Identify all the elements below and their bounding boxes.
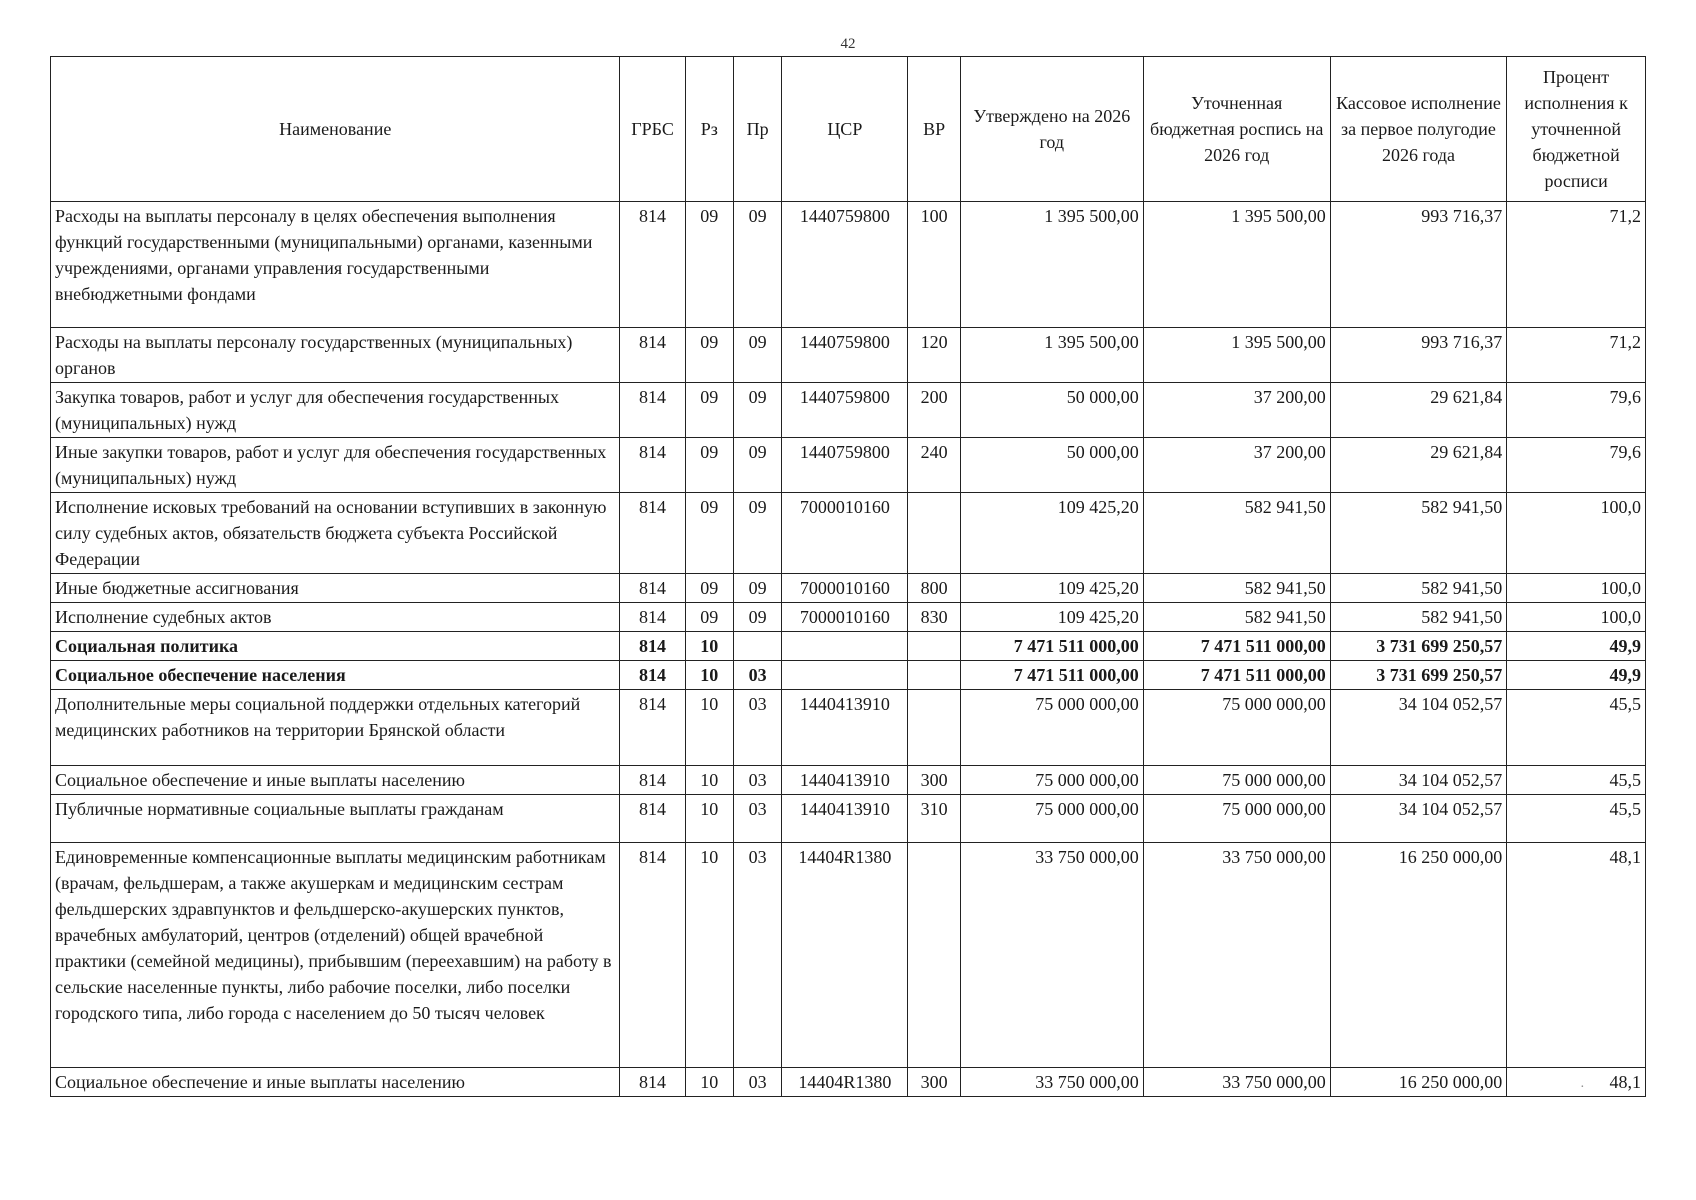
table-row (51, 328, 1646, 383)
cell-grbs: 814 (620, 795, 685, 843)
cell-approved: 75 000 000,00 (960, 690, 1143, 766)
cell-refined: 33 750 000,00 (1143, 1068, 1330, 1097)
table-row (51, 661, 1646, 690)
cell-grbs: 814 (620, 493, 685, 574)
cell-rz: 09 (685, 328, 733, 383)
cell-csr (782, 632, 908, 661)
cell-grbs: 814 (620, 661, 685, 690)
cell-percent: 45,5 (1507, 795, 1646, 843)
table-row (51, 493, 1646, 574)
cell-cash: 582 941,50 (1330, 603, 1507, 632)
cell-cash: 29 621,84 (1330, 383, 1507, 438)
cell-vr (908, 690, 961, 766)
cell-percent: 79,6 (1507, 383, 1646, 438)
header-cash: Кассовое исполнение за первое полугодие 2026 года (1330, 57, 1507, 202)
cell-percent: 100,0 (1507, 493, 1646, 574)
cell-vr (908, 493, 961, 574)
budget-execution-table (50, 56, 1646, 1097)
cell-grbs: 814 (620, 690, 685, 766)
cell-rz: 09 (685, 438, 733, 493)
table-header (51, 57, 1646, 202)
cell-approved: 7 471 511 000,00 (960, 661, 1143, 690)
cell-grbs: 814 (620, 843, 685, 1068)
cell-name: Социальное обеспечение и иные выплаты населению (51, 1068, 620, 1097)
cell-percent: 49,9 (1507, 632, 1646, 661)
cell-approved: 50 000,00 (960, 438, 1143, 493)
table-row (51, 632, 1646, 661)
cell-pr: 03 (733, 766, 781, 795)
table-row (51, 574, 1646, 603)
cell-name: Закупка товаров, работ и услуг для обеспечения государственных (муниципальных) нужд (51, 383, 620, 438)
cell-grbs: 814 (620, 202, 685, 328)
cell-name: Социальное обеспечение и иные выплаты населению (51, 766, 620, 795)
cell-cash: 34 104 052,57 (1330, 766, 1507, 795)
cell-vr: 300 (908, 766, 961, 795)
cell-refined: 7 471 511 000,00 (1143, 661, 1330, 690)
cell-approved: 33 750 000,00 (960, 843, 1143, 1068)
cell-refined: 75 000 000,00 (1143, 766, 1330, 795)
cell-percent: 100,0 (1507, 603, 1646, 632)
cell-refined: 1 395 500,00 (1143, 328, 1330, 383)
cell-percent: 48,1 (1507, 1068, 1646, 1097)
cell-rz: 10 (685, 843, 733, 1068)
cell-approved: 50 000,00 (960, 383, 1143, 438)
cell-cash: 993 716,37 (1330, 202, 1507, 328)
cell-rz: 09 (685, 383, 733, 438)
cell-cash: 16 250 000,00 (1330, 1068, 1507, 1097)
cell-pr: 09 (733, 603, 781, 632)
cell-csr: 1440759800 (782, 438, 908, 493)
cell-pr: 09 (733, 202, 781, 328)
cell-percent: 49,9 (1507, 661, 1646, 690)
cell-csr: 7000010160 (782, 574, 908, 603)
header-grbs: ГРБС (620, 57, 685, 202)
cell-name: Расходы на выплаты персоналу в целях обеспечения выполнения функций государственными (муниципальными) органами, казенными учреждениями, органами управления государственными внебюджетными фондами (51, 202, 620, 328)
cell-csr: 14404R1380 (782, 843, 908, 1068)
cell-approved: 75 000 000,00 (960, 766, 1143, 795)
header-percent: Процент исполнения к уточненной бюджетной росписи (1507, 57, 1646, 202)
cell-refined: 37 200,00 (1143, 438, 1330, 493)
table-row (51, 383, 1646, 438)
cell-percent: 100,0 (1507, 574, 1646, 603)
cell-pr: 03 (733, 661, 781, 690)
cell-pr: 09 (733, 383, 781, 438)
cell-name: Публичные нормативные социальные выплаты гражданам (51, 795, 620, 843)
cell-vr (908, 632, 961, 661)
cell-csr: 1440413910 (782, 690, 908, 766)
cell-refined: 75 000 000,00 (1143, 795, 1330, 843)
cell-csr: 1440413910 (782, 795, 908, 843)
cell-name: Расходы на выплаты персоналу государственных (муниципальных) органов (51, 328, 620, 383)
cell-vr: 310 (908, 795, 961, 843)
cell-approved: 109 425,20 (960, 603, 1143, 632)
cell-vr (908, 661, 961, 690)
header-approved: Утверждено на 2026 год (960, 57, 1143, 202)
header-row (51, 57, 1646, 202)
cell-csr: 7000010160 (782, 603, 908, 632)
cell-approved: 1 395 500,00 (960, 328, 1143, 383)
cell-csr: 1440759800 (782, 383, 908, 438)
table-row (51, 202, 1646, 328)
table-row (51, 603, 1646, 632)
cell-csr: 1440759800 (782, 202, 908, 328)
cell-cash: 3 731 699 250,57 (1330, 632, 1507, 661)
cell-percent: 48,1 (1507, 843, 1646, 1068)
cell-grbs: 814 (620, 328, 685, 383)
cell-rz: 10 (685, 690, 733, 766)
cell-percent: 71,2 (1507, 328, 1646, 383)
cell-refined: 582 941,50 (1143, 603, 1330, 632)
cell-grbs: 814 (620, 766, 685, 795)
cell-csr: 1440413910 (782, 766, 908, 795)
cell-rz: 09 (685, 574, 733, 603)
cell-refined: 1 395 500,00 (1143, 202, 1330, 328)
cell-vr: 240 (908, 438, 961, 493)
cell-percent: 71,2 (1507, 202, 1646, 328)
cell-refined: 582 941,50 (1143, 493, 1330, 574)
cell-csr: 1440759800 (782, 328, 908, 383)
header-pr: Пр (733, 57, 781, 202)
cell-approved: 75 000 000,00 (960, 795, 1143, 843)
cell-rz: 09 (685, 202, 733, 328)
cell-pr: 03 (733, 843, 781, 1068)
table-row (51, 690, 1646, 766)
cell-csr: 7000010160 (782, 493, 908, 574)
cell-rz: 10 (685, 766, 733, 795)
cell-grbs: 814 (620, 632, 685, 661)
cell-approved: 1 395 500,00 (960, 202, 1143, 328)
table-row (51, 438, 1646, 493)
header-refined: Уточненная бюджетная роспись на 2026 год (1143, 57, 1330, 202)
cell-approved: 109 425,20 (960, 574, 1143, 603)
cell-rz: 10 (685, 632, 733, 661)
cell-pr: 03 (733, 795, 781, 843)
cell-grbs: 814 (620, 603, 685, 632)
cell-pr: 09 (733, 438, 781, 493)
cell-cash: 3 731 699 250,57 (1330, 661, 1507, 690)
cell-name: Иные бюджетные ассигнования (51, 574, 620, 603)
cell-percent: 45,5 (1507, 766, 1646, 795)
cell-refined: 75 000 000,00 (1143, 690, 1330, 766)
page-number: 42 (840, 36, 856, 52)
cell-name: Исполнение исковых требований на основании вступивших в законную силу судебных актов, обязательств бюджета субъекта Российской Федерации (51, 493, 620, 574)
cell-csr: 14404R1380 (782, 1068, 908, 1097)
cell-pr: 03 (733, 690, 781, 766)
cell-pr: 09 (733, 493, 781, 574)
cell-grbs: 814 (620, 1068, 685, 1097)
scan-mark: · (1580, 1080, 1585, 1095)
cell-refined: 582 941,50 (1143, 574, 1330, 603)
table-row (51, 766, 1646, 795)
cell-percent: 79,6 (1507, 438, 1646, 493)
cell-pr: 09 (733, 328, 781, 383)
table-body (51, 202, 1646, 1097)
cell-cash: 582 941,50 (1330, 574, 1507, 603)
cell-grbs: 814 (620, 574, 685, 603)
header-rz: Рз (685, 57, 733, 202)
cell-approved: 109 425,20 (960, 493, 1143, 574)
cell-approved: 33 750 000,00 (960, 1068, 1143, 1097)
cell-percent: 45,5 (1507, 690, 1646, 766)
cell-pr: 09 (733, 574, 781, 603)
cell-name: Иные закупки товаров, работ и услуг для обеспечения государственных (муниципальных) нужд (51, 438, 620, 493)
cell-cash: 34 104 052,57 (1330, 795, 1507, 843)
cell-approved: 7 471 511 000,00 (960, 632, 1143, 661)
cell-vr (908, 843, 961, 1068)
cell-name: Дополнительные меры социальной поддержки отдельных категорий медицинских работников на территории Брянской области (51, 690, 620, 766)
table-row (51, 795, 1646, 843)
cell-name: Социальное обеспечение населения (51, 661, 620, 690)
cell-csr (782, 661, 908, 690)
cell-rz: 10 (685, 1068, 733, 1097)
cell-name: Исполнение судебных актов (51, 603, 620, 632)
cell-vr: 120 (908, 328, 961, 383)
cell-cash: 582 941,50 (1330, 493, 1507, 574)
cell-grbs: 814 (620, 383, 685, 438)
cell-refined: 7 471 511 000,00 (1143, 632, 1330, 661)
cell-cash: 993 716,37 (1330, 328, 1507, 383)
cell-vr: 200 (908, 383, 961, 438)
cell-pr: 03 (733, 1068, 781, 1097)
cell-vr: 300 (908, 1068, 961, 1097)
cell-vr: 800 (908, 574, 961, 603)
cell-rz: 10 (685, 795, 733, 843)
header-csr: ЦСР (782, 57, 908, 202)
cell-cash: 29 621,84 (1330, 438, 1507, 493)
cell-pr (733, 632, 781, 661)
cell-name: Социальная политика (51, 632, 620, 661)
cell-vr: 100 (908, 202, 961, 328)
cell-vr: 830 (908, 603, 961, 632)
cell-refined: 37 200,00 (1143, 383, 1330, 438)
cell-rz: 09 (685, 493, 733, 574)
cell-name: Единовременные компенсационные выплаты медицинским работникам (врачам, фельдшерам, а также акушеркам и медицинским сестрам фельдшерских здравпунктов и фельдшерско-акушерских пунктов, врачебных амбулаторий, центров (отделений) общей врачебной практики (семейной медицины), прибывшим (переехавшим) на работу в сельские населенные пункты, либо рабочие поселки, либо поселки городского типа, либо города с населением до 50 тысяч человек (51, 843, 620, 1068)
cell-cash: 16 250 000,00 (1330, 843, 1507, 1068)
table-row (51, 843, 1646, 1068)
cell-rz: 10 (685, 661, 733, 690)
table-row (51, 1068, 1646, 1097)
header-name: Наименование (51, 57, 620, 202)
cell-rz: 09 (685, 603, 733, 632)
cell-cash: 34 104 052,57 (1330, 690, 1507, 766)
header-vr: ВР (908, 57, 961, 202)
cell-grbs: 814 (620, 438, 685, 493)
cell-refined: 33 750 000,00 (1143, 843, 1330, 1068)
